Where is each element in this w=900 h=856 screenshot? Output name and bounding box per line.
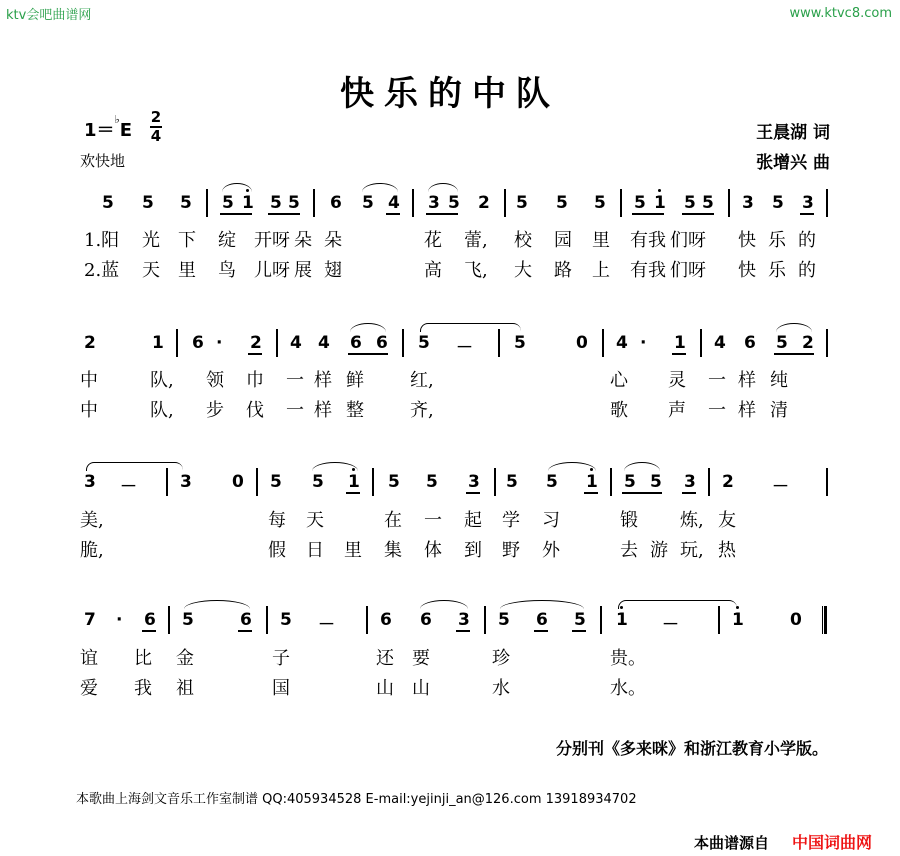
lyricist-credit: 王晨湖 词 (756, 123, 830, 143)
site-watermark-right: www.ktvc8.com (789, 6, 892, 21)
notation-row-1: 5 5 5 5 1 5 5 6 5 4 3 5 2 5 5 5 5 1 5 5 3 5 3 (0, 193, 900, 223)
song-title: 快乐的中队 (340, 74, 560, 114)
notation-row-3: 3 － 3 0 5 5 1 5 5 3 5 5 1 5 5 3 2 － (0, 472, 900, 502)
notation-row-2: 2 1 6 · 2 4 4 6 6 5 － 5 0 4 · 1 4 6 5 2 (0, 333, 900, 363)
key-signature: 1＝♭E (84, 113, 133, 141)
source-label: 本曲谱源自 (694, 834, 770, 852)
lyrics-row-1-verse-2: 2.蓝 天 里 鸟 儿呀 展 翅 高 飞, 大 路 上 有我 们呀 快 乐 的 (84, 260, 816, 281)
lyrics-row-4-verse-1: 谊 比 金 子 还 要 珍 贵。 (80, 648, 646, 669)
source-brand: 中国词曲网 (792, 833, 873, 852)
engraver-footer: 本歌曲上海剑文音乐工作室制谱 QQ:405934528 E-mail:yejinji_an@126.com 13918934702 (76, 792, 637, 807)
lyrics-row-1-verse-1: 1.阳 光 下 绽 开呀 朵 朵 花 蕾, 校 园 里 有我 们呀 快 乐 的 (84, 230, 816, 251)
time-signature: 2 4 (150, 108, 162, 145)
lyrics-row-3-verse-1: 美, 每 天 在 一 起 学 习 锻 炼, 友 (80, 510, 736, 531)
lyrics-row-2-verse-2: 中 队, 步 伐 一 样 整 齐, 歌 声 一 样 清 (80, 400, 788, 421)
lyrics-row-4-verse-2: 爱 我 祖 国 山 山 水 水。 (80, 678, 646, 699)
lyrics-row-3-verse-2: 脆, 假 日 里 集 体 到 野 外 去 游 玩, 热 (80, 540, 736, 561)
tempo-marking: 欢快地 (80, 152, 126, 170)
lyrics-row-2-verse-1: 中 队, 领 巾 一 样 鲜 红, 心 灵 一 样 纯 (80, 370, 788, 391)
publication-note: 分别刊《多来咪》和浙江教育小学版。 (555, 739, 828, 758)
notation-row-4: 7 · 6 5 6 5 － 6 6 3 5 6 5 1 － 1 0 (0, 610, 900, 640)
composer-credit: 张增兴 曲 (756, 153, 830, 173)
site-watermark-left: ktv会吧曲谱网 (6, 8, 92, 23)
